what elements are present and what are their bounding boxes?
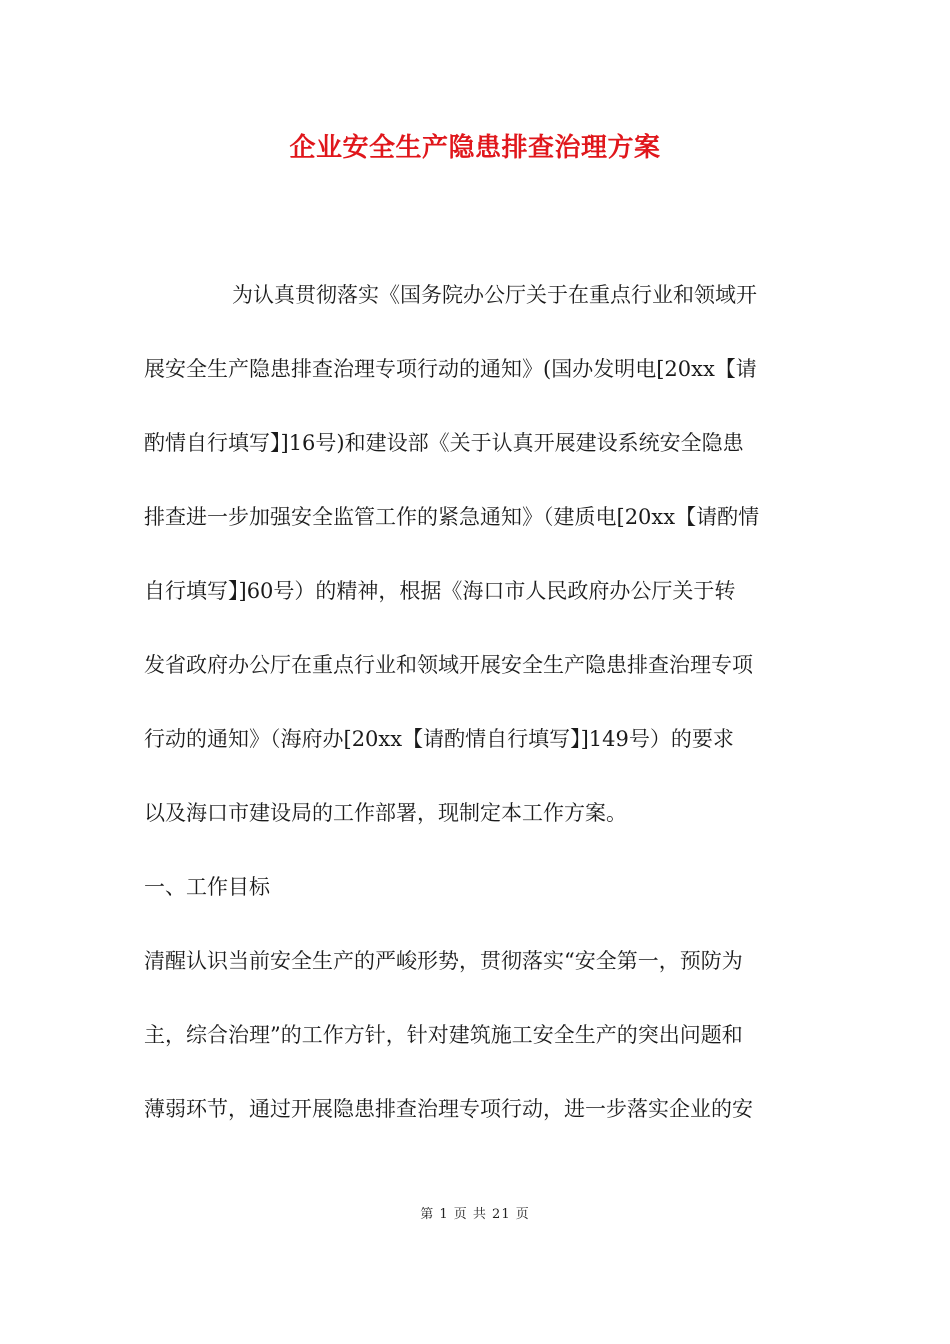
- body-line-1: 为认真贯彻落实《国务院办公厅关于在重点行业和领域开: [232, 283, 757, 307]
- body-line-11: 主，综合治理”的工作方针，针对建筑施工安全生产的突出问题和: [144, 1023, 743, 1047]
- body-line-10: 清醒认识当前安全生产的严峻形势，贯彻落实“安全第一，预防为: [144, 949, 743, 973]
- body-line-4: 排查进一步加强安全监管工作的紧急通知》（建质电[20xx【请酌情: [144, 505, 760, 529]
- document-title: 企业安全生产隐患排查治理方案: [289, 133, 661, 163]
- body-line-8: 以及海口市建设局的工作部署，现制定本工作方案。: [144, 801, 627, 825]
- section-heading: 一、工作目标: [144, 875, 270, 899]
- body-line-12: 薄弱环节，通过开展隐患排查治理专项行动，进一步落实企业的安: [144, 1097, 753, 1121]
- body-line-6: 发省政府办公厅在重点行业和领域开展安全生产隐患排查治理专项: [144, 653, 753, 677]
- body-line-5: 自行填写】]60号）的精神，根据《海口市人民政府办公厅关于转: [144, 579, 736, 603]
- page-number-footer: 第 1 页 共 21 页: [420, 1207, 530, 1222]
- body-line-7: 行动的通知》（海府办[20xx【请酌情自行填写】]149号）的要求: [144, 727, 734, 751]
- body-line-2: 展安全生产隐患排查治理专项行动的通知》(国办发明电[20xx【请: [144, 357, 757, 381]
- body-line-3: 酌情自行填写】]16号)和建设部《关于认真开展建设系统安全隐患: [144, 431, 744, 455]
